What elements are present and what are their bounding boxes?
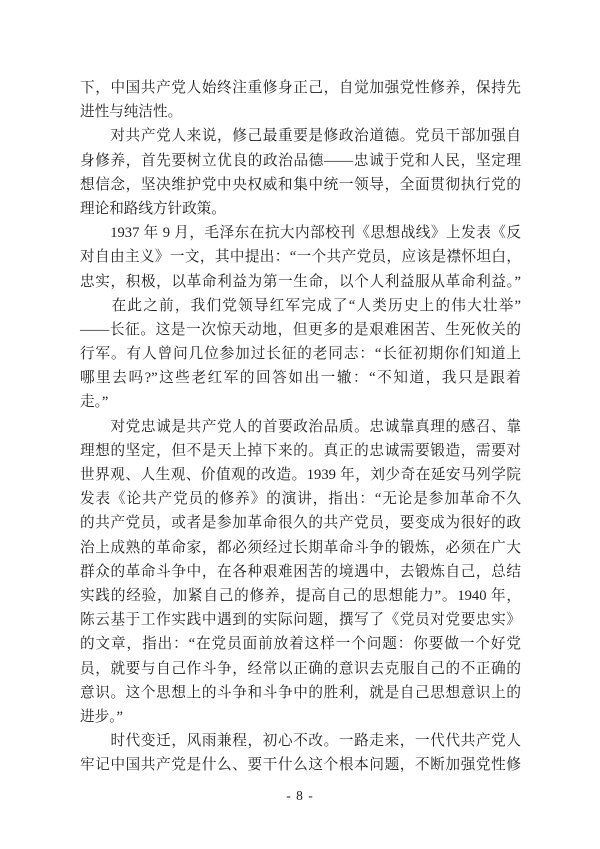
- text-line: 对自由主义》一文，其中提出：“一个共产党员，应该是襟怀坦白，: [80, 249, 521, 266]
- text-line: 对党忠诚是共产党人的首要政治品质。忠诚靠真理的感召、靠: [80, 418, 521, 435]
- text-line: 时代变迁，风雨兼程，初心不改。一路走来，一代代共产党人: [80, 733, 521, 750]
- text-line: 下，中国共产党人始终注重修身正己，自觉加强党性修养，保持先: [80, 80, 521, 96]
- text-line: 牢记中国共产党是什么、要干什么这个根本问题，不断加强党性修: [80, 757, 521, 774]
- text-line: 在此之前，我们党领导红军完成了“人类历史上的伟大壮举”: [80, 297, 521, 314]
- text-line: 走。”: [80, 394, 109, 411]
- text-line: 忠实，积极，以革命利益为第一生命，以个人利益服从革命利益。”: [80, 273, 521, 290]
- text-line: 身修养，首先要树立优良的政治品德——忠诚于党和人民，坚定理: [80, 152, 521, 169]
- text-line: 进步。”: [80, 708, 123, 725]
- text-line: 的共产党员，或者是参加革命很久的共产党员，要变成为很好的政: [80, 515, 521, 532]
- text-line: 陈云基于工作实践中遇到的实际问题，撰写了《党员对党要忠实》: [80, 612, 521, 629]
- text-line: 行军。有人曾问几位参加过长征的老同志：“长征初期你们知道上: [80, 346, 521, 363]
- text-line: 想信念，坚决维护党中央权威和集中统一领导，全面贯彻执行党的: [80, 176, 521, 193]
- text-line: 治上成熟的革命家，都必须经过长期革命斗争的锻炼，必须在广大: [80, 539, 521, 556]
- page-footer: [0, 787, 600, 805]
- text-line: 哪里去吗?”这些老红军的回答如出一辙：“不知道，我只是跟着: [80, 370, 521, 387]
- text-line: 的文章，指出：“在党员面前放着这样一个问题：你要做一个好党: [80, 636, 521, 653]
- text-line: 发表《论共产党员的修养》的演讲，指出：“无论是参加革命不久: [80, 491, 521, 508]
- text-line: 意识。这个思想上的斗争和斗争中的胜利，就是自己思想意识上的: [80, 684, 521, 701]
- text-line: 理想的坚定，但不是天上掉下来的。真正的忠诚需要锻造，需要对: [80, 442, 521, 459]
- text-line: 实践的经验，加紧自己的修养，提高自己的思想能力”。1940 年，: [80, 587, 521, 604]
- text-line: 理论和路线方针政策。: [80, 200, 226, 217]
- body-text: [80, 76, 521, 777]
- text-line: 员，就要与自己作斗争，经常以正确的意识去克服自己的不正确的: [80, 660, 521, 677]
- page-number: - 8 -: [286, 788, 314, 803]
- text-line: ——长征。这是一次惊天动地，但更多的是艰难困苦、生死攸关的: [80, 321, 521, 338]
- text-line: 对共产党人来说，修己最重要是修政治道德。党员干部加强自: [80, 128, 521, 145]
- text-line: 1937 年 9 月，毛泽东在抗大内部校刊《思想战线》上发表《反: [80, 225, 521, 242]
- text-line: 进性与纯洁性。: [80, 104, 183, 121]
- text-line: 世界观、人生观、价值观的改造。1939 年，刘少奇在延安马列学院: [80, 467, 521, 483]
- text-line: 群众的革命斗争中，在各种艰难困苦的境遇中，去锻炼自己，总结: [80, 563, 521, 580]
